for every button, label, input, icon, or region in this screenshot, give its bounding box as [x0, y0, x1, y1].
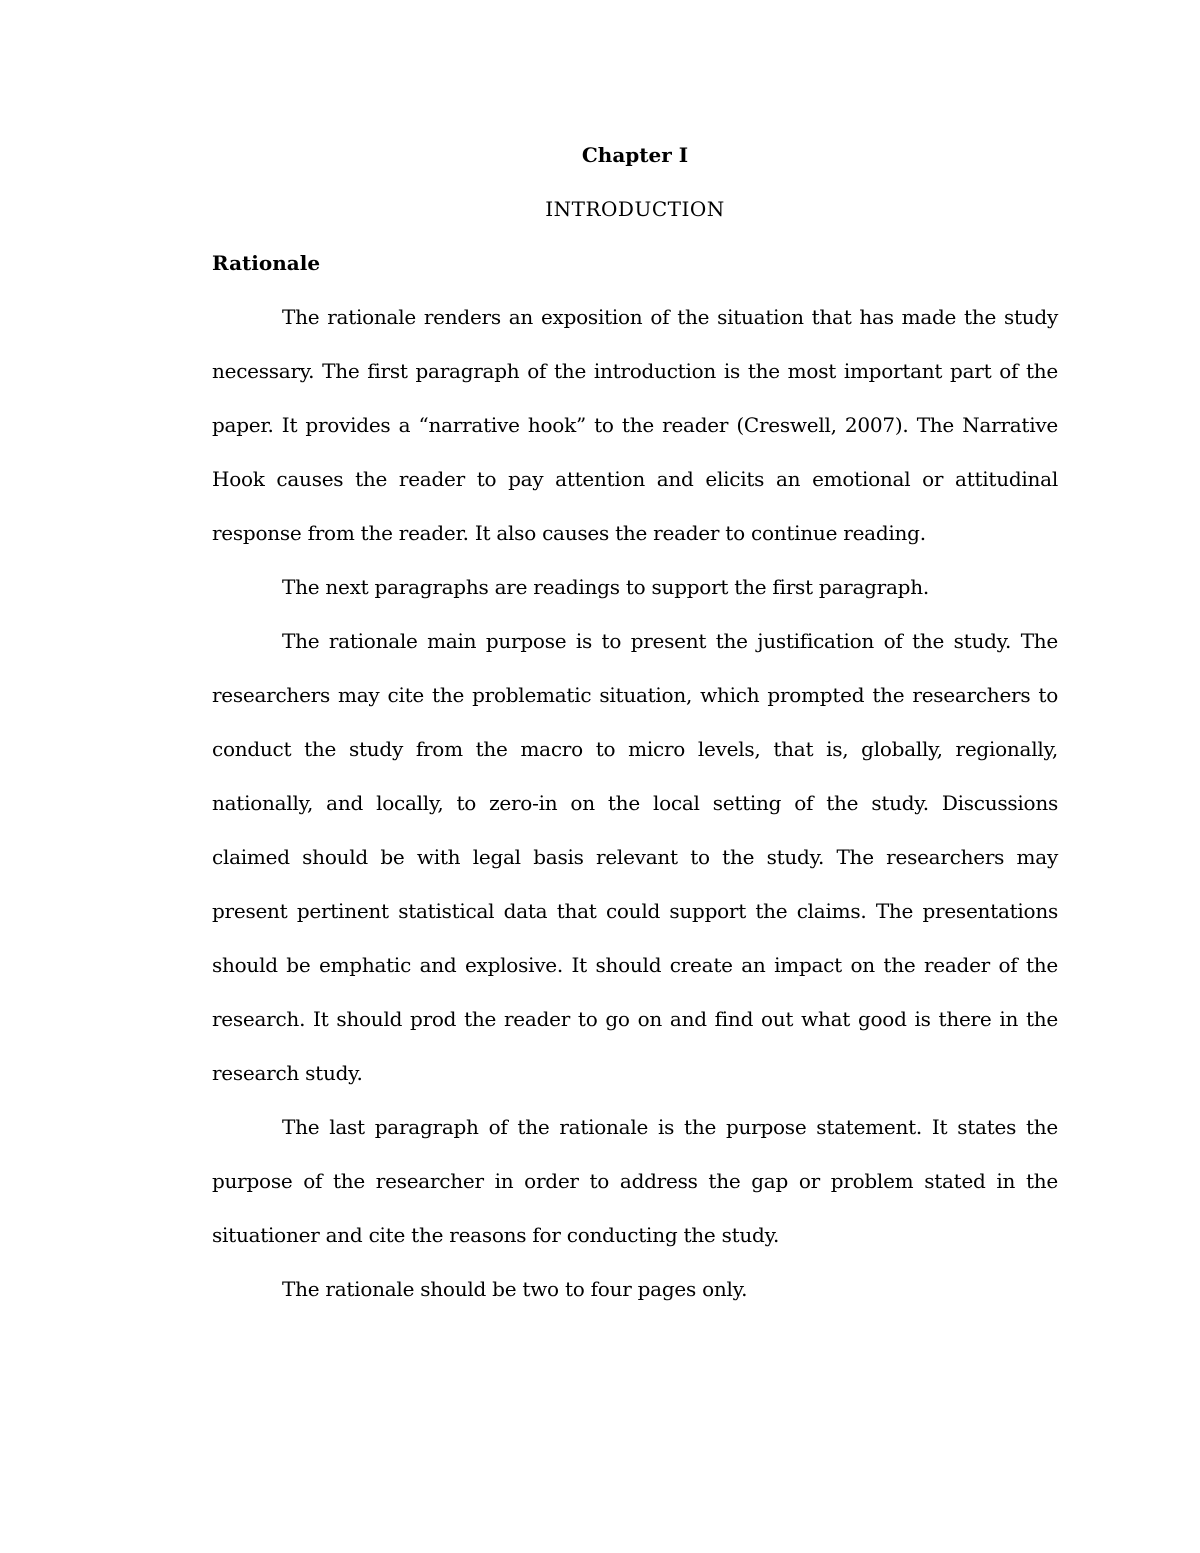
paragraph-purpose: The rationale main purpose is to present the justification of the study. The researchers may cite the problematic situation, which prompted the researchers to conduct the study from the macro to micro levels, that is, globally, regionally, nationally, and locally, to zero-in on the local setting of the study. Discussions claimed should be with legal basis relevant to the study. The researchers may present pertinent statistical data that could support the claims. The presentations should be emphatic and explosive. It should create an impact on the reader of the research. It should prod the reader to go on and find out what good is there in the research study.: [212, 629, 1058, 1085]
chapter-title: INTRODUCTION: [545, 197, 725, 221]
paragraph-readings: The next paragraphs are readings to support the first paragraph.: [282, 575, 929, 599]
chapter-label: Chapter I: [581, 143, 689, 167]
page-content: [212, 128, 1058, 1316]
section-heading: Rationale: [212, 251, 321, 275]
paragraph-length: The rationale should be two to four pages only.: [282, 1277, 748, 1301]
paragraph-purpose-statement: The last paragraph of the rationale is the purpose statement. It states the purpose of the researcher in order to address the gap or problem stated in the situationer and cite the reasons for conducting the study.: [212, 1115, 1058, 1247]
paragraph-intro: The rationale renders an exposition of the situation that has made the study necessary. The first paragraph of the introduction is the most important part of the paper. It provides a “narrative hook” to the reader (Creswell, 2007). The Narrative Hook causes the reader to pay attention and elicits an emotional or attitudinal response from the reader. It also causes the reader to continue reading.: [212, 305, 1058, 545]
